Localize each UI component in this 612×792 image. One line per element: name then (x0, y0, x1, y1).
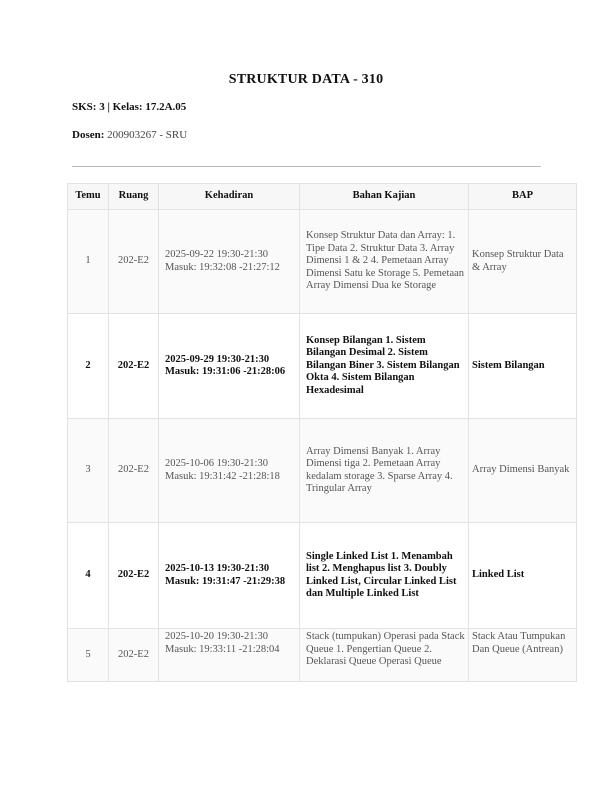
cell-bap: Konsep Struktur Data & Array (469, 210, 577, 314)
masuk-text: Masuk: 19:31:47 -21:29:38 (165, 575, 286, 587)
dosen-info (72, 129, 187, 141)
table-row (68, 314, 577, 419)
jadwal-text: 2025-10-06 19:30-21:30 (165, 458, 268, 469)
table-header-row (68, 184, 577, 210)
header-bahan-kajian: Bahan Kajian (300, 184, 469, 210)
divider (72, 166, 541, 167)
cell-bahan-kajian: Konsep Struktur Data dan Array: 1. Tipe Data 2. Struktur Data 3. Array Dimensi 1 & 2 4. Pemetaan Array Dimensi Satu ke Storage 5. Pemetaan Array Dimensi Dua ke Storage (300, 210, 469, 314)
cell-temu: 1 (68, 210, 109, 314)
table-row (68, 419, 577, 523)
table-row (68, 210, 577, 314)
cell-bahan-kajian: Konsep Bilangan 1. Sistem Bilangan Desimal 2. Sistem Bilangan Biner 3. Sistem Bilangan Okta 4. Sistem Bilangan Hexadesimal (300, 314, 469, 419)
table-row (68, 523, 577, 629)
cell-bahan-kajian: Array Dimensi Banyak 1. Array Dimensi tiga 2. Pemetaan Array kedalam storage 3. Sparse Array 4. Tringular Array (300, 419, 469, 523)
header-kehadiran: Kehadiran (159, 184, 300, 210)
header-ruang: Ruang (109, 184, 159, 210)
cell-bahan-kajian: Stack (tumpukan) Operasi pada Stack Queue 1. Pengertian Queue 2. Deklarasi Queue Operasi Queue (300, 629, 469, 682)
jadwal-text: 2025-10-20 19:30-21:30 (165, 631, 268, 642)
cell-temu: 3 (68, 419, 109, 523)
jadwal-text: 2025-10-13 19:30-21:30 (165, 563, 270, 574)
cell-bap: Stack Atau Tumpukan Dan Queue (Antrean) (469, 629, 577, 682)
masuk-text: Masuk: 19:32:08 -21:27:12 (165, 261, 280, 273)
cell-kehadiran (159, 629, 300, 682)
cell-bap: Sistem Bilangan (469, 314, 577, 419)
cell-ruang: 202-E2 (109, 314, 159, 419)
cell-kehadiran (159, 314, 300, 419)
cell-bap: Linked List (469, 523, 577, 629)
masuk-text: Masuk: 19:31:06 -21:28:06 (165, 366, 286, 377)
cell-ruang: 202-E2 (109, 210, 159, 314)
cell-temu: 2 (68, 314, 109, 419)
jadwal-text: 2025-09-22 19:30-21:30 (165, 249, 268, 260)
dosen-value: 200903267 - SRU (107, 129, 188, 141)
header-temu: Temu (68, 184, 109, 210)
page-title: STRUKTUR DATA - 310 (228, 72, 384, 87)
cell-bahan-kajian: Single Linked List 1. Menambah list 2. Menghapus list 3. Doubly Linked List, Circular Linked List dan Multiple Linked List (300, 523, 469, 629)
meeting-table (67, 183, 577, 682)
cell-ruang: 202-E2 (109, 629, 159, 682)
cell-bap: Array Dimensi Banyak (469, 419, 577, 523)
cell-temu: 4 (68, 523, 109, 629)
masuk-text: Masuk: 19:33:11 -21:28:04 (165, 643, 280, 655)
dosen-label: Dosen: (72, 129, 105, 141)
cell-kehadiran (159, 419, 300, 523)
sks-kelas-info: SKS: 3 | Kelas: 17.2A.05 (72, 101, 187, 113)
cell-kehadiran (159, 210, 300, 314)
cell-ruang: 202-E2 (109, 419, 159, 523)
table-row (68, 629, 577, 682)
header-bap: BAP (469, 184, 577, 210)
cell-temu: 5 (68, 629, 109, 682)
cell-kehadiran (159, 523, 300, 629)
cell-ruang: 202-E2 (109, 523, 159, 629)
jadwal-text: 2025-09-29 19:30-21:30 (165, 353, 270, 365)
masuk-text: Masuk: 19:31:42 -21:28:18 (165, 470, 280, 482)
